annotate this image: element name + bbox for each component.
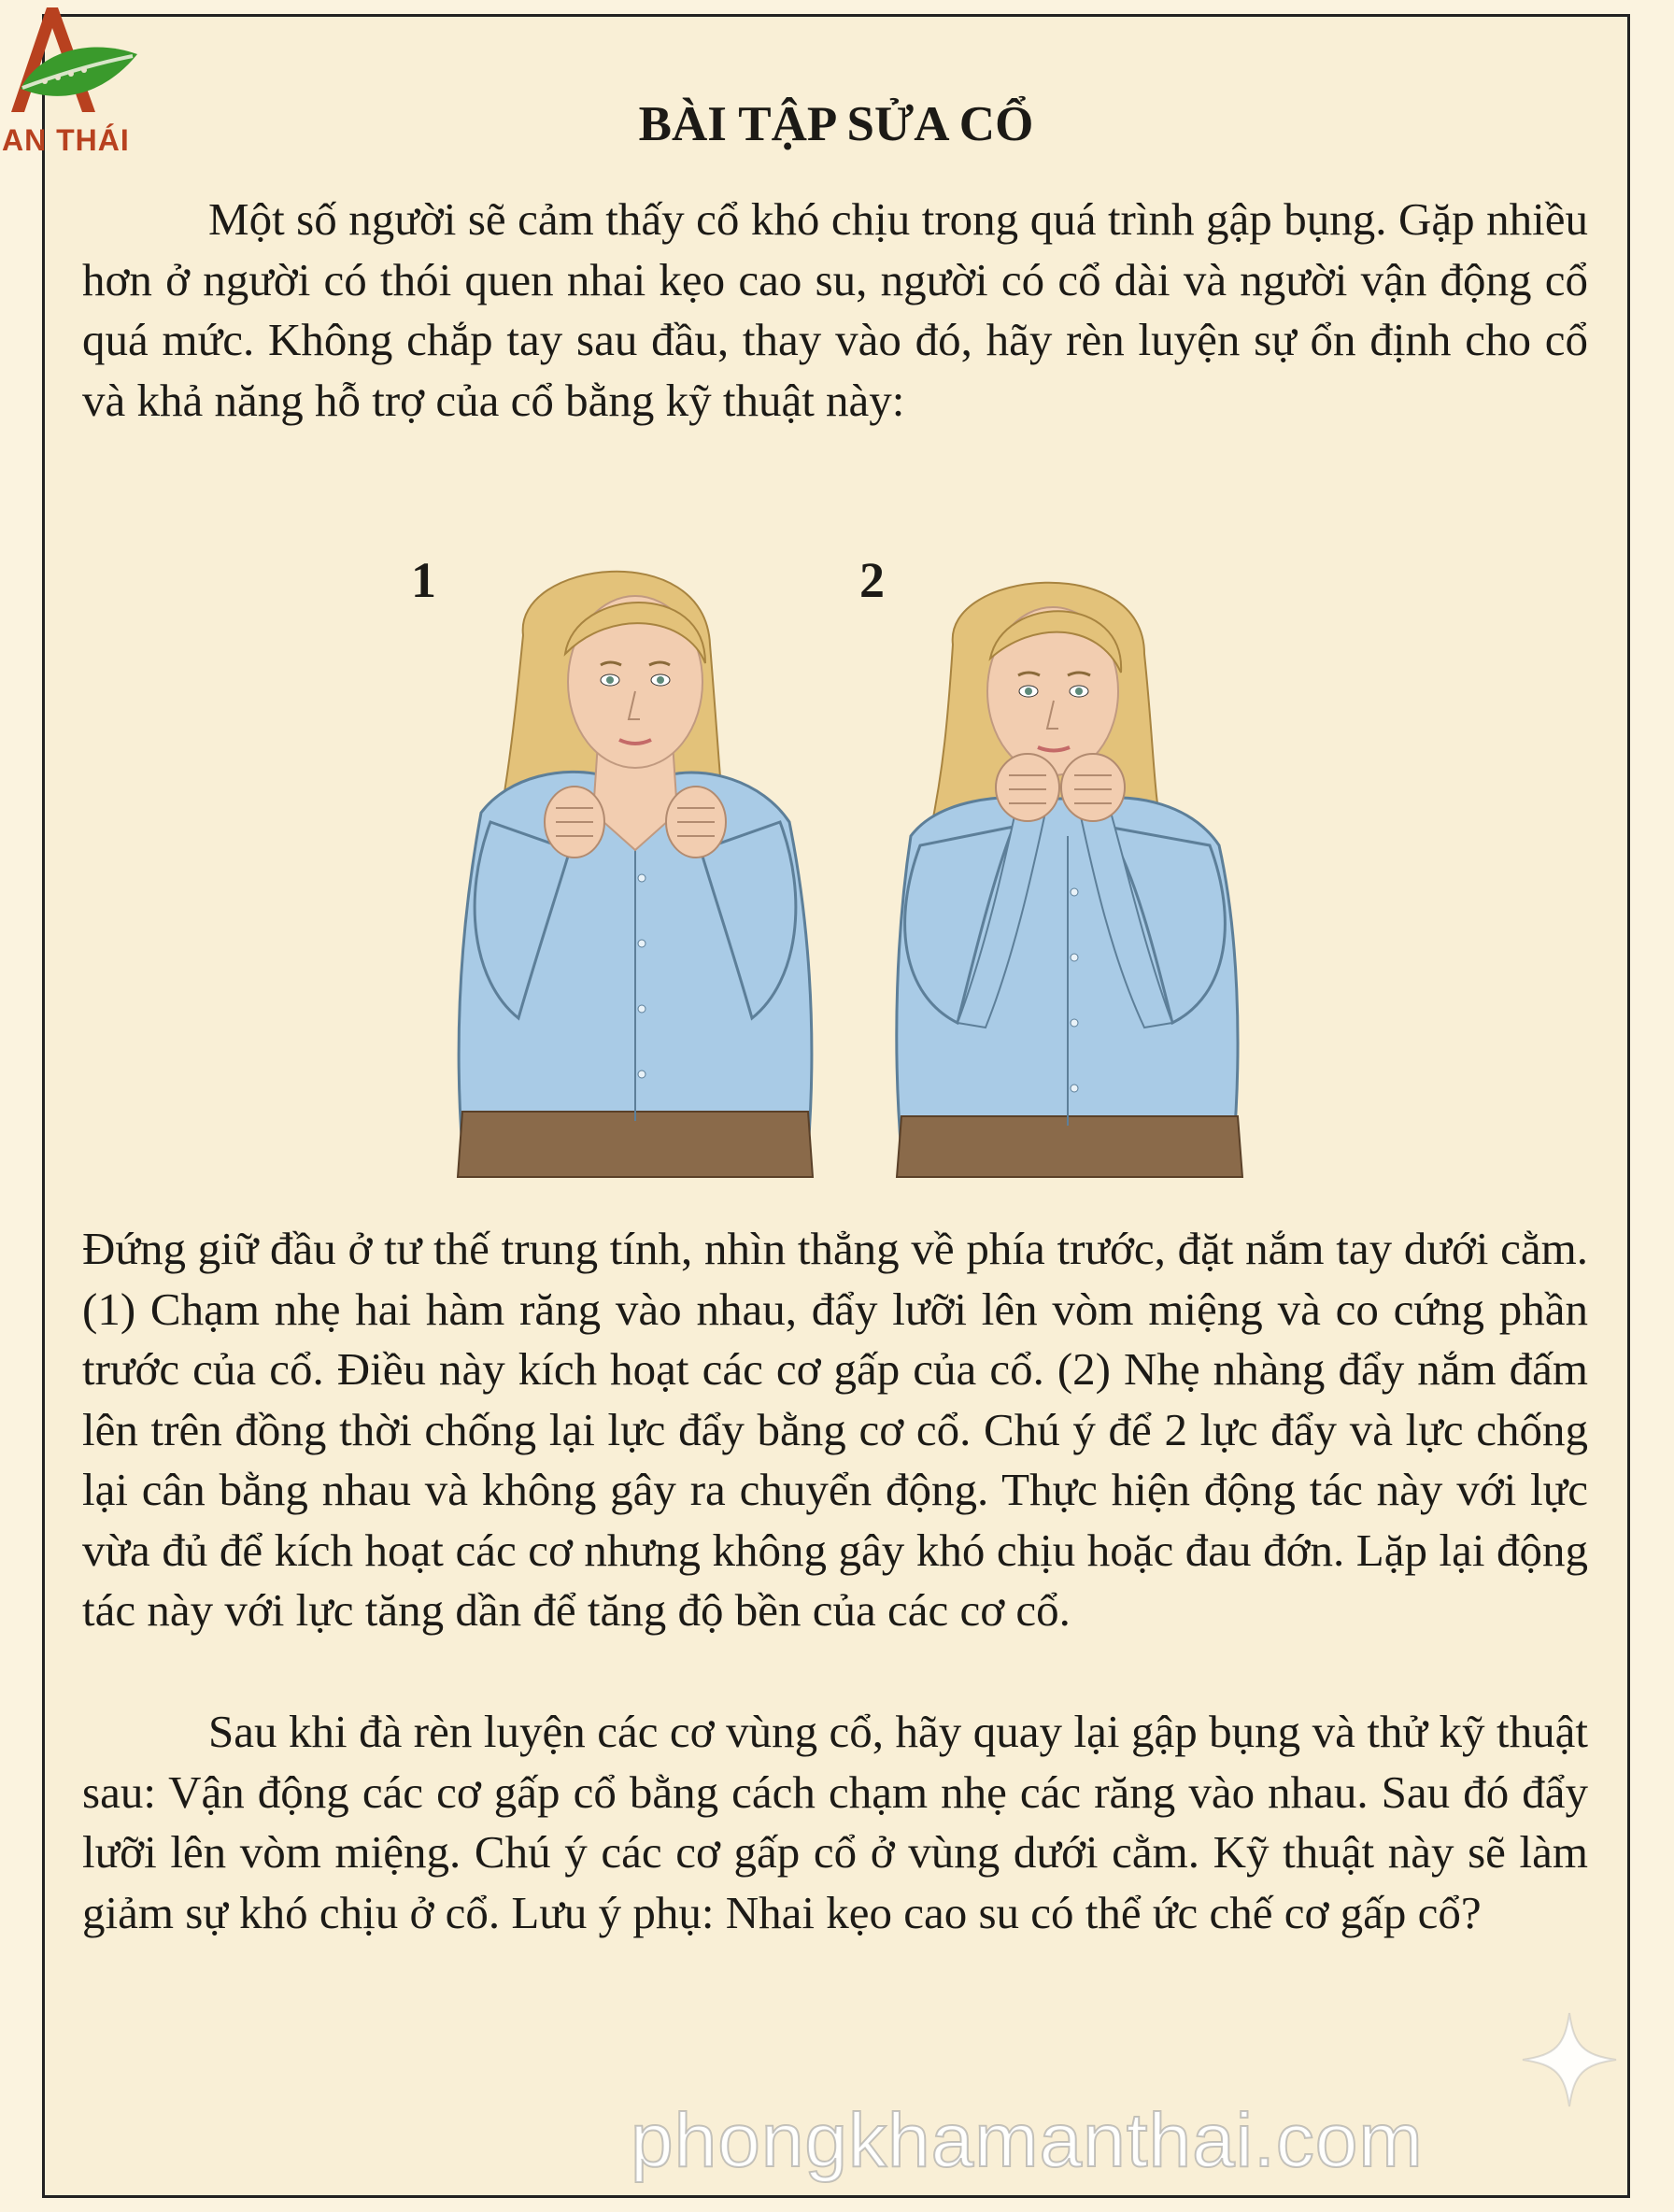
logo-text: AN THÁI (2, 123, 130, 157)
instructions-paragraph: Đứng giữ đầu ở tư thế trung tính, nhìn thẳng về phía trước, đặt nắm tay dưới cằm. (1) Chạm nhẹ hai hàm răng vào nhau, đẩy lưỡi lên vòm miệng và co cứng phần trước của cổ. Điều này kích hoạt các cơ gấp của cổ. (2) Nhẹ nhàng đẩy nắm đấm lên trên đồng thời chống lại lực đẩy bằng cơ cổ. Chú ý để 2 lực đẩy và lực chống lại cân bằng nhau và không gây ra chuyển động. Thực hiện động tác này với lực vừa đủ để kích hoạt các cơ nhưng không gây khó chịu hoặc đau đớn. Lặp lại động tác này với lực tăng dần để tăng độ bền của các cơ cổ. (82, 1223, 1588, 1636)
figure-2-illustration (873, 556, 1247, 1182)
figure-1-label: 1 (411, 552, 436, 608)
followup-paragraph: Sau khi đà rèn luyện các cơ vùng cổ, hãy quay lại gập bụng và thử kỹ thuật sau: Vận động các cơ gấp cổ bằng cách chạm nhẹ các răng vào nhau. Sau đó đẩy lưỡi lên vòm miệng. Chú ý các cơ gấp cổ ở vùng dưới cằm. Kỹ thuật này sẽ làm giảm sự khó chịu ở cổ. Lưu ý phụ: Nhai kẹo cao su có thể ức chế cơ gấp cổ? (82, 1706, 1588, 1938)
page-title: BÀI TẬP SỬA CỔ (638, 97, 1034, 151)
sparkle-icon (1518, 2008, 1621, 2111)
watermark: phongkhamanthai.com (631, 2098, 1424, 2183)
intro-paragraph: Một số người sẽ cảm thấy cổ khó chịu trong quá trình gập bụng. Gặp nhiều hơn ở người có thói quen nhai kẹo cao su, người có cổ dài và người vận động cổ quá mức. Không chắp tay sau đầu, thay vào đó, hãy rèn luyện sự ổn định cho cổ và khả năng hỗ trợ của cổ bằng kỹ thuật này: (82, 193, 1588, 426)
figure-1-illustration (425, 542, 836, 1182)
figure-2-label: 2 (859, 552, 885, 608)
